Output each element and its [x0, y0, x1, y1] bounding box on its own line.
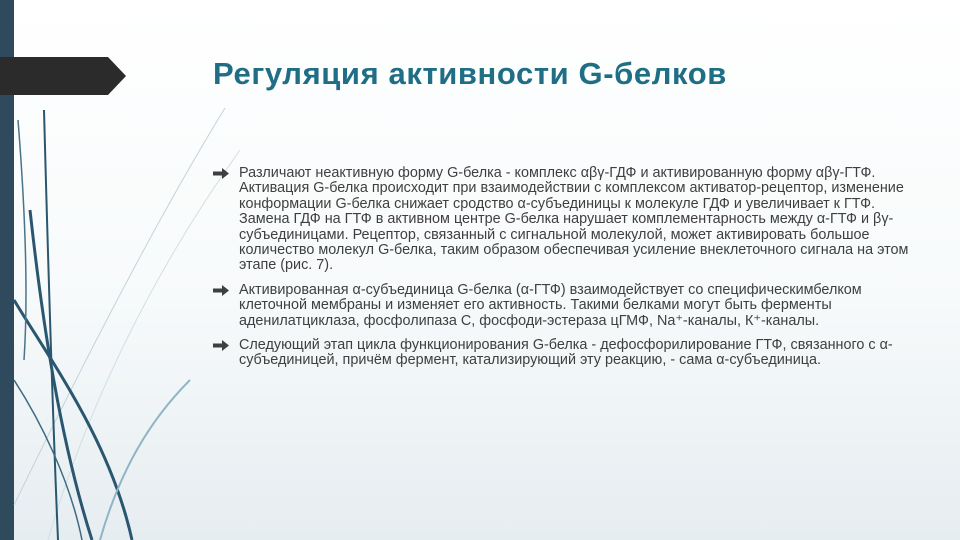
bullet-list — [213, 166, 913, 378]
bullet-text-3: Следующий этап цикла функционирования G-белка - дефосфорилирование ГТФ, связанного с α-субъединицей, причём фермент, катализирующий эту реакцию, - сама α-субъединица. — [239, 337, 893, 369]
bullet-item-2 — [213, 283, 913, 329]
title-tab-shape — [0, 57, 126, 95]
slide-title: Регуляция активности G-белков — [213, 56, 727, 91]
bullet-arrow-icon — [213, 168, 229, 179]
bullet-arrow-icon — [213, 340, 229, 351]
bullet-text-1: Различают неактивную форму G-белка - комплекс αβγ-ГДФ и активированную форму αβγ-ГТФ. Активация G-белка происходит при взаимодействии с комплексом активатор-рецептор, изменение конформации G-белка снижает сродство α-субъединицы к молекуле ГДФ и увеличивает к ГТФ. Замена ГДФ на ГТФ в активном центре G-белка нарушает комплементарность между α-ГТФ и βγ-субъединицами. Рецептор, связанный с сигнальной молекулой, может активировать большое количество молекул G-белка, таким образом обеспечивая усиление внеклеточного сигнала на этом этапе (рис. 7). — [239, 165, 909, 274]
bullet-item-1 — [213, 166, 913, 274]
bullet-arrow-icon — [213, 285, 229, 296]
bullet-item-3 — [213, 338, 913, 369]
bullet-text-2: Активированная α-субъединица G-белка (α-ГТФ) взаимодействует со специфическимбелком клеточной мембраны и изменяет его активность. Такими белками могут быть ферменты аденилатциклаза, фосфолипаза С, фосфоди-эстераза цГМФ, Nа⁺-каналы, К⁺-каналы. — [239, 281, 862, 329]
